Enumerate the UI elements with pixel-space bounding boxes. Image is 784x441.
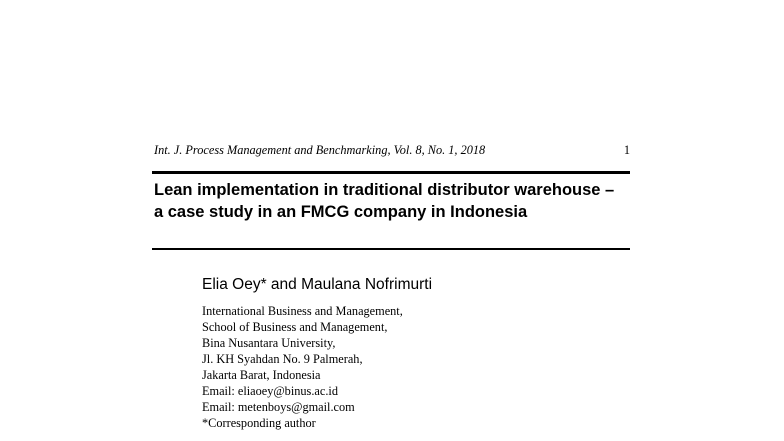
affiliation-line-street: Jl. KH Syahdan No. 9 Palmerah, [202,352,363,366]
affiliation-line-city: Jakarta Barat, Indonesia [202,368,321,382]
affiliation-line-school: School of Business and Management, [202,320,388,334]
affiliation-line-department: International Business and Management, [202,304,403,318]
journal-citation: Int. J. Process Management and Benchmarking, Vol. 8, No. 1, 2018 [154,143,486,157]
page-number: 1 [623,143,630,157]
author-names: Elia Oey* and Maulana Nofrimurti [202,276,433,293]
title-top-rule [152,171,630,174]
affiliation-email-2: Email: metenboys@gmail.com [202,400,355,414]
running-header [154,141,630,159]
title-bottom-rule [152,248,630,250]
author-affiliation [202,303,622,431]
paper-title: Lean implementation in traditional distributor warehouse – a case study in an FMCG company in Indonesia [154,181,615,221]
affiliation-email-1: Email: eliaoey@binus.ac.id [202,384,338,398]
affiliation-line-university: Bina Nusantara University, [202,336,336,350]
corresponding-author-note: *Corresponding author [202,416,316,430]
